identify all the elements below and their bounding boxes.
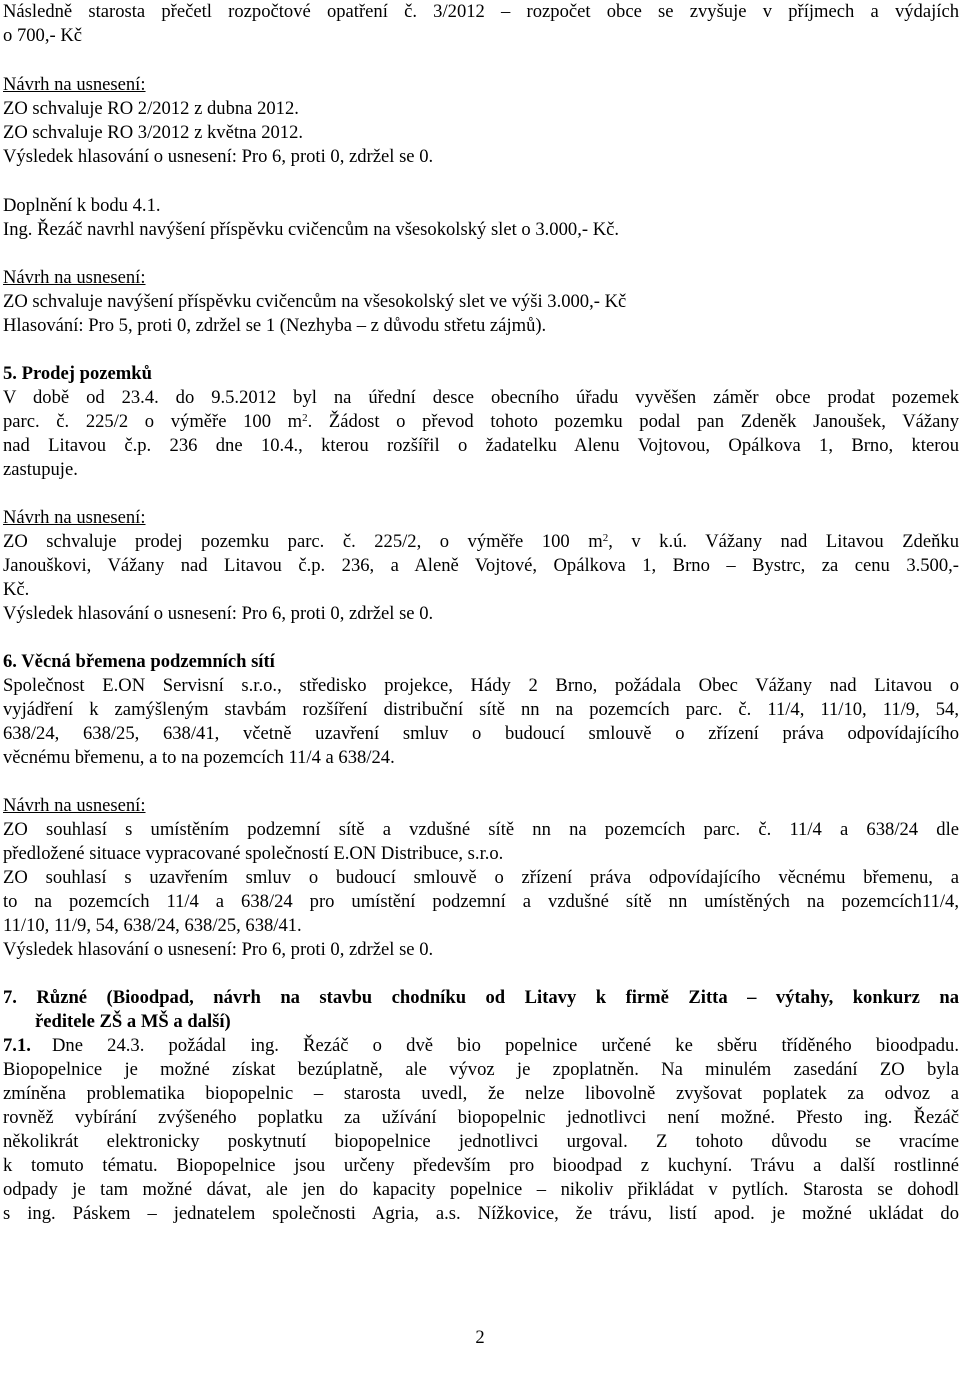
text-line: 638/24, 638/25, 638/41, včetně uzavření smluv o budoucí smlouvě o zřízení práva odpovídajícího [3, 723, 959, 744]
text-line: ZO souhlasí s umístěním podzemní sítě a vzdušné sítě nn na pozemcích parc. č. 11/4 a 638/24 dle [3, 819, 959, 840]
text-fragment: . Žádost o převod tohoto pozemku podal pan Zdeněk Janoušek, Vážany [307, 411, 959, 432]
text-line: o 700,- Kč [3, 25, 83, 46]
text-line: Ing. Řezáč navrhl navýšení příspěvku cvičencům na všesokolský slet o 3.000,- Kč. [3, 219, 620, 240]
section-heading: 6. Věcná břemena podzemních sítí [3, 651, 275, 672]
text-line: to na pozemcích 11/4 a 638/24 pro umístění podzemní a vzdušné sítě nn umístěných na pozemcích11/4, [3, 891, 959, 912]
resolution-label: Návrh na usnesení: [3, 795, 146, 816]
section-heading: 5. Prodej pozemků [3, 363, 152, 384]
text-line: věcnému břemenu, a to na pozemcích 11/4 a 638/24. [3, 747, 395, 768]
text-line: ZO souhlasí s uzavřením smluv o budoucí smlouvě o zřízení práva odpovídajícího věcnému břemenu, a [3, 867, 959, 888]
text-line: k tomuto tématu. Biopopelnice jsou určeny především pro bioodpad z kuchyní. Trávu a další rostlinné [3, 1155, 959, 1176]
superscript: 2 [302, 412, 308, 424]
text-line: ZO schvaluje navýšení příspěvku cvičencům na všesokolský slet ve výši 3.000,- Kč [3, 291, 627, 312]
text-line: předložené situace vypracované společností E.ON Distribuce, s.r.o. [3, 843, 504, 864]
text-line: V době od 23.4. do 9.5.2012 byl na úřední desce obecního úřadu vyvěšen záměr obce prodat pozemek [3, 387, 959, 408]
text-line: ZO schvaluje RO 3/2012 z května 2012. [3, 122, 304, 143]
superscript: 2 [602, 532, 609, 544]
text-fragment: ZO schvaluje prodej pozemku parc. č. 225/2, o výměře 100 m [3, 531, 603, 552]
text-line: Kč. [3, 579, 30, 600]
text-line: vyjádření k zamýšleným stavbám rozšíření distribuční sítě nn na pozemcích parc. č. 11/4, 11/10, 11/9, 54, [3, 699, 959, 720]
text-line: Janouškovi, Vážany nad Litavou č.p. 236, a Aleně Vojtové, Opálkova 1, Brno – Bystrc, za cenu 3.500,- [3, 555, 959, 576]
text-line: Dne 24.3. požádal ing. Řezáč o dvě bio popelnice určené ke sběru tříděného bioodpadu. [52, 1035, 959, 1056]
text-line: odpady je tam možné dávat, ale jen do kapacity popelnice – nikoliv přikládat v pytlích. Starosta se dohodl [3, 1179, 959, 1200]
text-line: zastupuje. [3, 459, 78, 480]
page-number: 2 [475, 1327, 485, 1348]
section-heading-cont: ředitele ZŠ a MŠ a další) [35, 1011, 231, 1032]
resolution-label: Návrh na usnesení: [3, 267, 146, 288]
text-line [3, 410, 959, 434]
text-line: rovněž vybírání zvýšeného poplatku za užívání biopopelnic jednotlivci není možné. Přesto ing. Řezáč [3, 1107, 959, 1128]
vote-result: Výsledek hlasování o usnesení: Pro 6, proti 0, zdržel se 0. [3, 146, 434, 167]
vote-result: Výsledek hlasování o usnesení: Pro 6, proti 0, zdržel se 0. [3, 939, 434, 960]
text-line: nad Litavou č.p. 236 dne 10.4., kterou rozšířil o žadatelku Alenu Vojtovou, Opálkova 1, Brno, kterou [3, 435, 959, 456]
text-line: Doplnění k bodu 4.1. [3, 195, 161, 216]
text-line: s ing. Páskem – jednatelem společnosti Agria, a.s. Nížkovice, že trávu, listí apod. je možné ukládat do [3, 1203, 959, 1224]
subsection-number: 7.1. [3, 1035, 31, 1056]
text-line: Následně starosta přečetl rozpočtové opatření č. 3/2012 – rozpočet obce se zvyšuje v příjmech a výdajích [3, 1, 959, 22]
text-line: Biopopelnice je možné získat bezúplatně, ale vývoz je zpoplatněn. Na minulém zasedání ZO byla [3, 1059, 959, 1080]
text-line: několikrát elektronicky poskytnutí biopopelnice jednotlivci urgoval. Z tohoto důvodu se vracíme [3, 1131, 959, 1152]
text-fragment: , v k.ú. Vážany nad Litavou Zdeňku [608, 531, 959, 552]
text-line: zmíněna problematika biopopelnic – starosta uvedl, že nelze libovolně zvyšovat poplatek za odvoz a [3, 1083, 959, 1104]
text-line: Hlasování: Pro 5, proti 0, zdržel se 1 (Nezhyba – z důvodu střetu zájmů). [3, 315, 547, 336]
text-line: ZO schvaluje RO 2/2012 z dubna 2012. [3, 98, 299, 119]
text-line [3, 530, 959, 554]
text-fragment: parc. č. 225/2 o výměře 100 m [3, 411, 303, 432]
resolution-label: Návrh na usnesení: [3, 507, 146, 528]
vote-result: Výsledek hlasování o usnesení: Pro 6, proti 0, zdržel se 0. [3, 603, 434, 624]
resolution-label: Návrh na usnesení: [3, 74, 146, 95]
text-line: 11/10, 11/9, 54, 638/24, 638/25, 638/41. [3, 915, 302, 936]
text-line: Společnost E.ON Servisní s.r.o., středisko projekce, Hády 2 Brno, požádala Obec Vážany nad Litavou o [3, 675, 959, 696]
section-heading: 7. Různé (Bioodpad, návrh na stavbu chodníku od Litavy k firmě Zitta – výtahy, konkurz na [3, 987, 959, 1008]
